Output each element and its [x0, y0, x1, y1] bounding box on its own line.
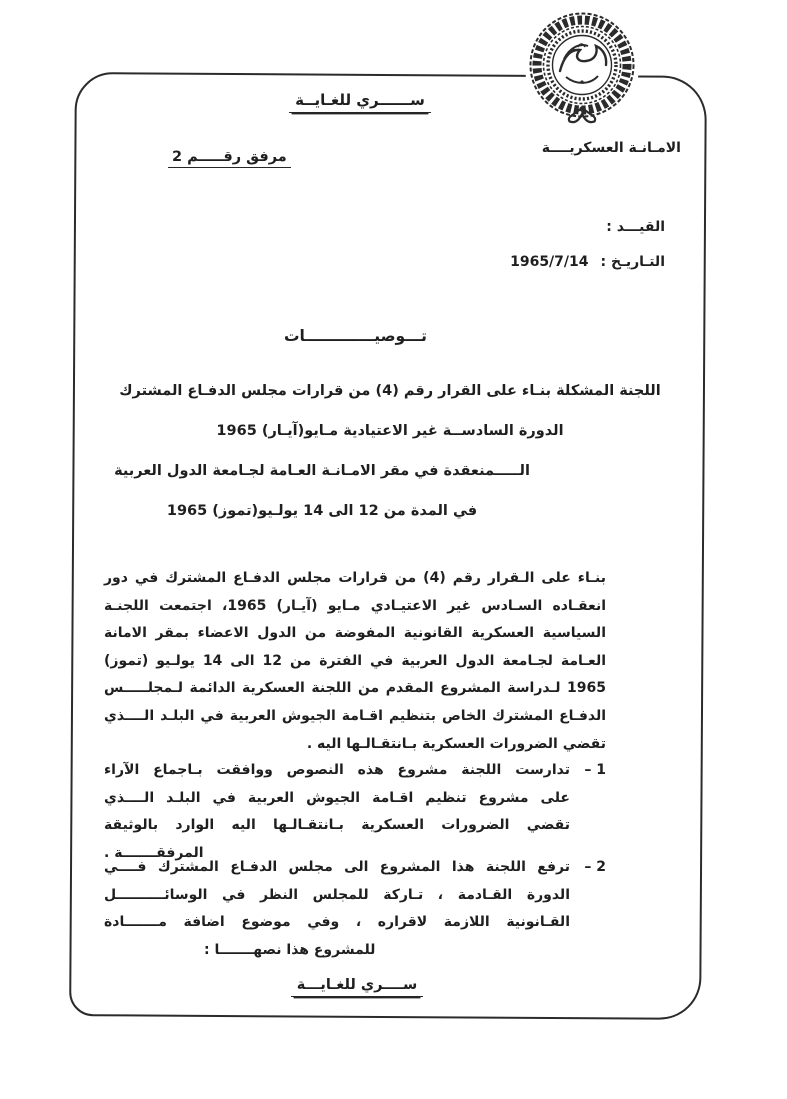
committee-heading	[95, 371, 685, 531]
classification-top	[256, 91, 464, 113]
item-line: للمشروع هذا نصهـــــــا :	[204, 941, 376, 958]
item-line: المرفقـــــــة .	[104, 844, 204, 861]
item-line: القـانونية اللازمة لاقراره ، وفي موضوع اضافة مـــــــادة	[104, 914, 570, 931]
classification-bottom-label: ســــري للغـايـــة	[291, 977, 424, 997]
document-title: تـــوصيـــــــــــــات	[283, 327, 427, 345]
body-line: 1965 لـدراسة المشروع المقدم من اللجنة العسكرية الدائمة لـمجلـــــس	[104, 680, 606, 697]
body-line: السياسية العسكرية القانونية المفوضة من الدول الاعضاء بمقر الامانة	[104, 625, 606, 642]
item-line: ترفع اللجنة هذا المشروع الى مجلس الدفـاع المشترك فــــي	[104, 859, 570, 875]
item-number: 1 –	[584, 762, 606, 778]
body-line: العـامة لجـامعة الدول العربية في الفترة من 12 الى 14 يولـيو (تموز)	[104, 652, 606, 669]
heading-line: في المدة من 12 الى 14 يولـيو(تموز) 1965	[166, 503, 478, 519]
department-title: الامـانـة العسكريــــة	[541, 140, 681, 156]
body-line: تقضي الضرورات العسكرية بـانتقـالـها اليه .	[306, 735, 606, 752]
date-field	[510, 254, 665, 270]
heading-line: الـــــمنعقدة في مقر الامـانـة العـامة لجـامعة الدول العربية	[114, 463, 530, 479]
body-line: بنـاء على الـقرار رقم (4) من قرارات مجلس الدفـاع المشترك في دور	[104, 570, 606, 586]
heading-line: اللجنة المشكلة بنـاء على القرار رقم (4) من قرارات مجلس الدفـاع المشترك	[119, 383, 661, 399]
classification-top-label: ســــــري للغـايــة	[289, 91, 431, 113]
date-label: التـاريـخ :	[600, 254, 665, 270]
item-line: الدورة القـادمة ، تـاركة للمجلس النظر في الوسائــــــــــل	[104, 886, 570, 903]
registration-field: القيـــد :	[606, 219, 665, 235]
item-text	[104, 757, 570, 867]
item-line: تدارست اللجنة مشروع هذه النصوص ووافقت بـاجماع الآراء	[104, 762, 570, 778]
body-line: الدفـاع المشترك الخاص بتنظيم اقـامة الجيوش العربية في البلـد الــــذي	[104, 707, 606, 724]
body-line: انعقـاده السـادس غير الاعتيـادي مـايو (آيـار) 1965، اجتمعت اللجنـة	[104, 597, 606, 614]
arab-league-emblem-icon	[521, 5, 643, 133]
list-item-2	[104, 854, 606, 964]
classification-bottom	[252, 977, 462, 997]
attachment-number-label: مرفق رقـــــم 2	[168, 149, 291, 168]
item-line: على مشروع تنظيم اقـامة الجيوش العربية في البلـد الــــذي	[104, 789, 570, 806]
list-item-1	[104, 757, 606, 867]
heading-line: الدورة السادســة غير الاعتيادية مـايو(آيـار) 1965	[216, 423, 564, 439]
date-value: 1965/7/14	[510, 254, 589, 270]
body-paragraph	[104, 565, 606, 758]
item-text	[104, 854, 570, 964]
attachment-number	[168, 149, 291, 168]
item-line: تقضي الضرورات العسكرية بـانتقـالـها اليه الوارد بالوثيقة	[104, 817, 570, 834]
item-number: 2 –	[584, 859, 606, 875]
